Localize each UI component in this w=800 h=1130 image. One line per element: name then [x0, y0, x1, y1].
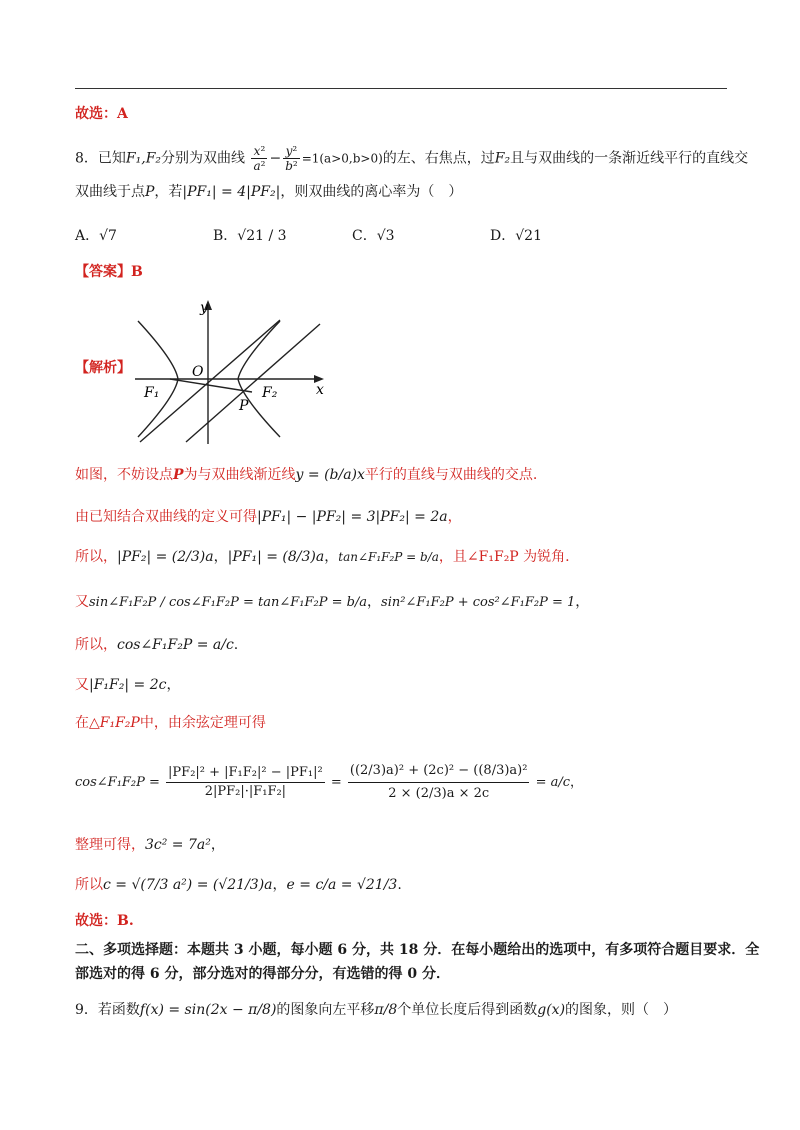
solution-line-2: 由已知结合双曲线的定义可得|PF₁| − |PF₂| = 3|PF₂| = 2a， [75, 509, 462, 525]
analysis-label: 【解析】 [75, 360, 131, 376]
q8-number: 8． [75, 150, 98, 167]
solution-line-6: 又|F₁F₂| = 2c， [75, 677, 181, 693]
solution-line-3: 所以，|PF₂| = (2/3)a，|PF₁| = (8/3)a，tan∠F₁F₂P = b/a，且∠F₁F₂P 为锐角. [75, 549, 570, 565]
section2-line1: 二、多项选择题：本题共 3 小题，每小题 6 分，共 18 分．在每小题给出的选项中，有多项符合题目要求．全 [75, 942, 760, 958]
cosine-formula: cos∠F₁F₂P = $\frac{\text{|PF₂|² + |F₁F₂|² − |PF₁|²}}{\text{2|PF₂|·|F₁F₂|}}$ = $\frac{\text{((2/3)a)² + (2c)² − ((8/3)a)²}}{2 \times (2/3)a \times 2c}$ = a/c， [75, 760, 583, 805]
header-rule [75, 88, 727, 89]
section2-title: 二、多项选择题： [75, 942, 187, 958]
q8-condition: |PF₁| = 4|PF₂| [182, 184, 281, 200]
p-label: P [239, 398, 249, 414]
cos-fraction-2: $\frac{\text{((2/3)a)² + (2c)² − ((8/3)a)²}}{2 \times (2/3)a \times 2c}$ [348, 760, 530, 805]
option-a: A．√7 [75, 228, 117, 244]
solution-line-5: 所以，cos∠F₁F₂P = a/c. [75, 637, 239, 653]
q8-line1: 8．已知F₁,F₂分别为双曲线 $\frac{\text{x²}}{\text{a²}}$ − $\frac{\text{y²}}{\text{b²}}$ =1(a>0,b>0)的左、右焦点，过F₂且与双曲线的一条渐近线平行的直线交 [75, 144, 749, 173]
origin-label: O [192, 364, 204, 380]
x-label: x [316, 382, 324, 398]
asymptote [140, 320, 280, 442]
option-b: B．√21 / 3 [213, 228, 287, 244]
y-label: y [200, 300, 208, 316]
cos-fraction-1: $\frac{\text{|PF₂|² + |F₁F₂|² − |PF₁|²}}{\text{2|PF₂|·|F₁F₂|}}$ [168, 765, 323, 799]
q8-foci: F₁,F₂ [125, 150, 162, 167]
previous-answer: 故选：A [75, 106, 128, 122]
f2-label: F₂ [262, 385, 278, 401]
q9-line: 9．若函数f(x) = sin(2x − π/8)的图象向左平移π/8个单位长度后得到函数g(x)的图象，则（ ） [75, 1002, 678, 1018]
q8-equation-rest: =1(a>0,b>0) [301, 151, 383, 166]
q9-function: f(x) = sin(2x − π/8) [139, 1002, 277, 1018]
parallel-line [186, 324, 320, 442]
q8-yfrac: $\frac{\text{y²}}{\text{b²}}$ [285, 144, 298, 173]
hyperbola-diagram [130, 296, 330, 446]
f1-label: F₁ [144, 385, 160, 401]
q9-number: 9． [75, 1002, 98, 1018]
section2-line2: 部选对的得 6 分，部分选对的得部分分，有选错的得 0 分． [75, 966, 450, 982]
q8-xfrac: $\frac{\text{x²}}{\text{a²}}$ [253, 144, 266, 173]
solution-line-4: 又sin∠F₁F₂P / cos∠F₁F₂P = tan∠F₁F₂P = b/a，sin²∠F₁F₂P + cos²∠F₁F₂P = 1， [75, 594, 590, 610]
option-c: C．√3 [352, 228, 395, 244]
q8-line2: 双曲线于点P，若|PF₁| = 4|PF₂|，则双曲线的离心率为（ ） [75, 184, 463, 200]
solution-line-1: 如图，不妨设点P为与双曲线渐近线y = (b/a)x平行的直线与双曲线的交点. [75, 467, 538, 483]
final-answer: 故选：B. [75, 913, 134, 929]
solution-line-9: 所以c = √(7/3 a²) = (√21/3)a，e = c/a = √21/3. [75, 877, 402, 893]
solution-line-7: 在△F₁F₂P中，由余弦定理可得 [75, 715, 266, 731]
option-d: D．√21 [490, 228, 542, 244]
solution-line-8: 整理可得，3c² = 7a²， [75, 837, 225, 853]
answer-label: 【答案】B [75, 264, 143, 280]
